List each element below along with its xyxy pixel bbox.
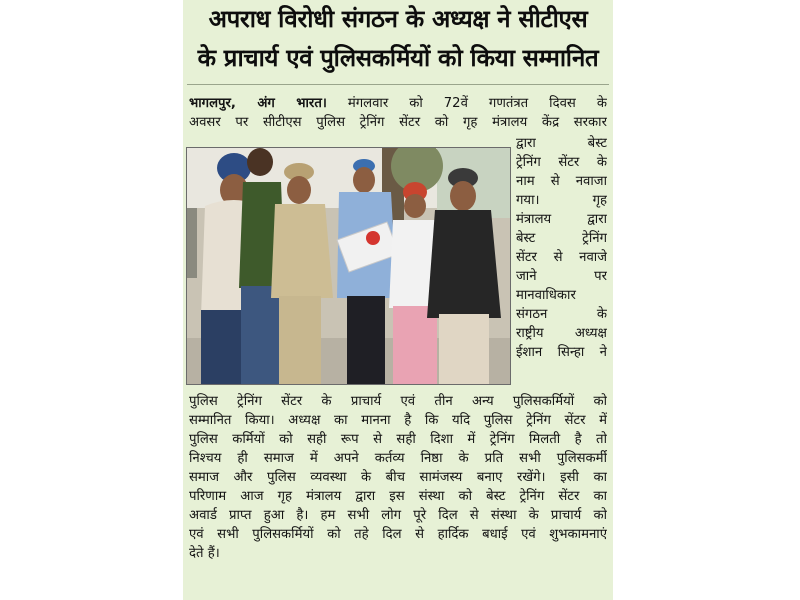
side-line: नाम से नवाजा [516,174,607,189]
side-line: सेंटर से नवाजे [516,250,607,265]
body-line: सम्मानित किया। अध्यक्ष का मानना है कि यदि पुलिस ट्रेनिंग सेंटर में [189,413,607,428]
side-line: संगठन के [516,307,607,322]
body-line: परिणाम आज गृह मंत्रालय द्वारा इस संस्था को बेस्ट ट्रेनिंग सेंटर का [189,489,607,504]
body-line: अवार्ड प्राप्त हुआ है। हम सभी लोग पूरे दिल से संस्था के प्राचार्य को [189,508,607,523]
side-line: मानवाधिकार [516,288,576,303]
lead-text: मंगलवार को 72वें गणतंत्रत दिवस के [326,96,607,111]
body-line: निश्चय ही समाज में अपने कर्तव्य निष्ठा के प्रति सभी पुलिसकर्मी [189,451,607,466]
side-line: बेस्ट ट्रेनिंग [516,231,607,246]
side-line: राष्ट्रीय अध्यक्ष [516,326,607,341]
headline-line-2: के प्राचार्य एवं पुलिसकर्मियों को किया सम्मानित [197,44,599,72]
side-line: गया। गृह [516,193,607,208]
body-line: पुलिस ट्रेनिंग सेंटर के प्राचार्य एवं तीन अन्य पुलिसकर्मियों को [189,394,607,409]
news-photo [186,147,511,385]
body-line: समाज और पुलिस व्यवस्था के बीच सामंजस्य बनाए रखेंगे। इसी का [189,470,607,485]
lead-line-2: अवसर पर सीटीएस पुलिस ट्रेनिंग सेंटर को गृह मंत्रालय केंद्र सरकार [189,115,607,130]
side-line: ट्रेनिंग सेंटर के [516,155,607,170]
side-line: मंत्रालय द्वारा [516,212,607,227]
body-line: पुलिस कर्मियों को सही रूप से सही दिशा में ट्रेनिंग मिलती है तो [189,432,607,447]
lead-line-1 [189,95,607,113]
dateline: भागलपुर, अंग भारत। [189,96,327,111]
headline-divider [187,84,609,85]
body-line: देते हैं। [189,546,220,561]
side-line: द्वारा बेस्ट [516,136,607,151]
body-line: एवं सभी पुलिसकर्मियों को तहे दिल से हार्दिक बधाई एवं शुभकामनाएं [189,527,607,542]
side-line: ईशान सिन्हा ने [516,345,607,360]
headline-line-1: अपराध विरोधी संगठन के अध्यक्ष ने सीटीएस [208,5,588,33]
side-line: जाने पर [516,269,607,284]
